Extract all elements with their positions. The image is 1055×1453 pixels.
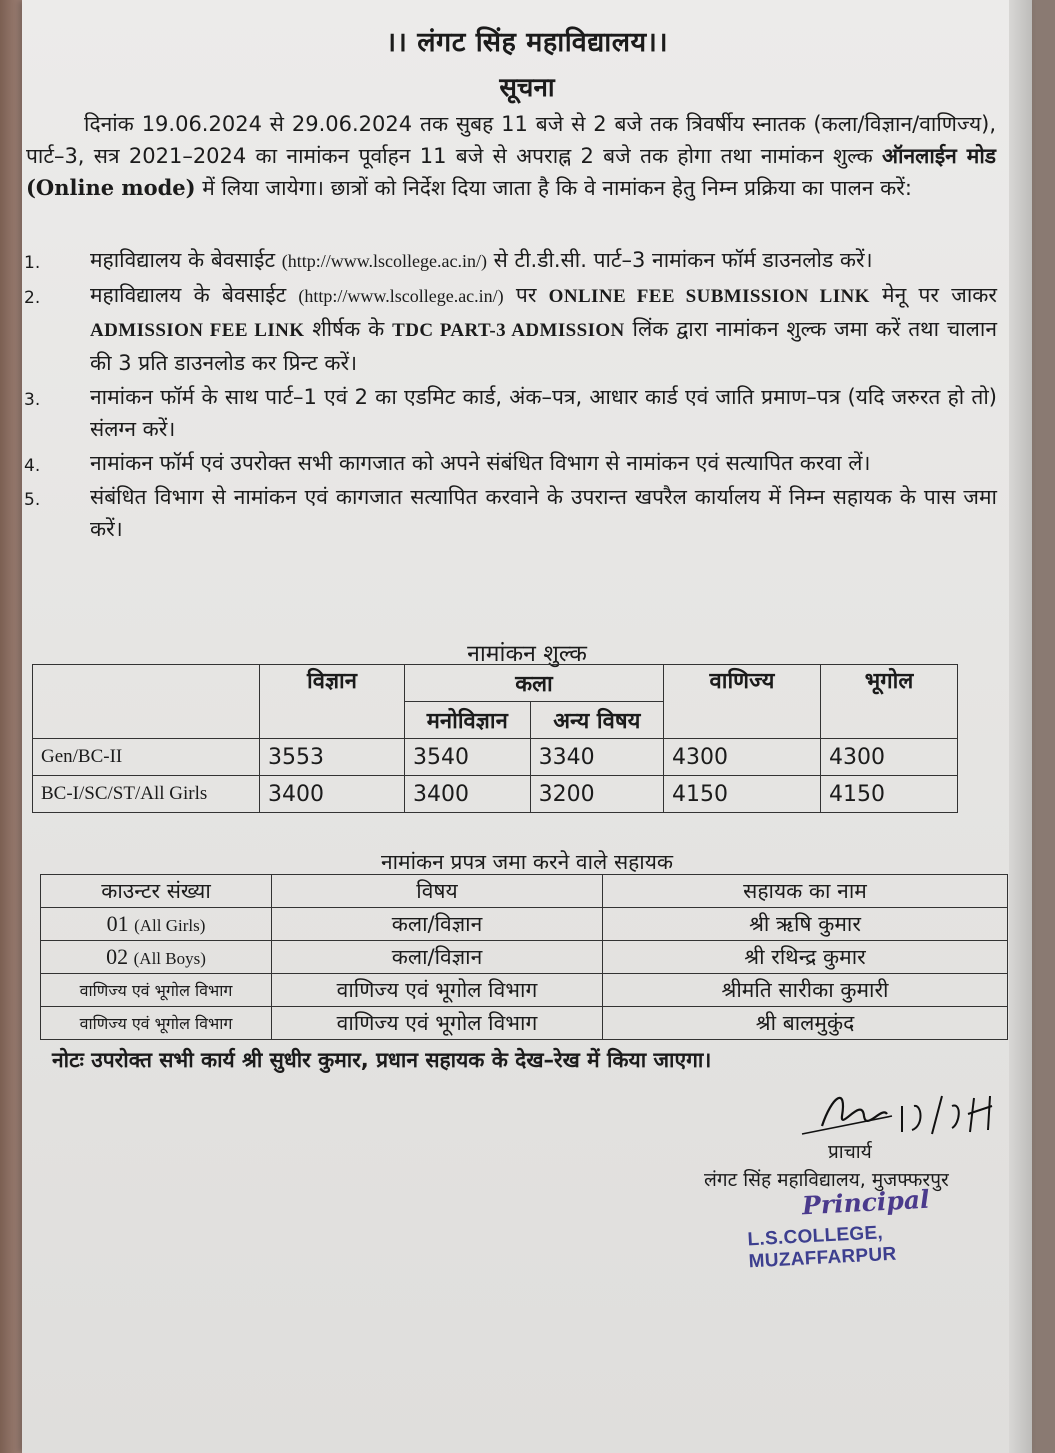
- fee-cell: 3400: [405, 776, 531, 813]
- step-text: पर: [503, 283, 549, 307]
- fee-cell: 3340: [530, 739, 663, 776]
- step-number: 5.: [24, 490, 41, 510]
- category-cell: BC-I/SC/ST/All Girls: [33, 776, 260, 813]
- step-text: संबंधित विभाग से नामांकन एवं कागजात सत्यापित करवाने के उपरान्त खपरैल कार्यालय में निम्न सहायक के पास जमा करें।: [90, 485, 997, 541]
- subject-header: विषय: [272, 875, 603, 908]
- step-number: 4.: [24, 456, 41, 476]
- step-text: नामांकन फॉर्म एवं उपरोक्त सभी कागजात को अपने संबंधित विभाग से नामांकन एवं सत्यापित करवा लें।: [90, 451, 871, 475]
- subject-cell: वाणिज्य एवं भूगोल विभाग: [272, 1007, 603, 1040]
- step-number: 3.: [24, 390, 41, 410]
- subject-cell: कला/विज्ञान: [272, 941, 603, 974]
- counter-note: (All Boys): [133, 949, 206, 968]
- table-row: [41, 875, 1008, 908]
- table-row: [33, 776, 958, 813]
- subject-cell: कला/विज्ञान: [272, 908, 603, 941]
- table-row: [41, 1007, 1008, 1040]
- fee-cell: 3540: [405, 739, 531, 776]
- assistant-name-cell: श्रीमति सारीका कुमारी: [603, 974, 1008, 1007]
- college-title: ।। लंगट सिंह महाविद्यालय।।: [385, 27, 669, 58]
- table-row: [41, 908, 1008, 941]
- assistant-name-cell: श्री ऋषि कुमार: [603, 908, 1008, 941]
- table-row: [33, 665, 958, 702]
- step-number: 1.: [24, 253, 41, 273]
- tdc-part3-link-text: TDC PART-3 ADMISSION: [392, 320, 625, 341]
- counter-cell: वाणिज्य एवं भूगोल विभाग: [41, 974, 272, 1007]
- list-item: [22, 481, 997, 545]
- fee-cell: 4300: [821, 739, 958, 776]
- counter-cell: वाणिज्य एवं भूगोल विभाग: [41, 1007, 272, 1040]
- science-header: विज्ञान: [260, 665, 405, 739]
- psychology-header: मनोविज्ञान: [405, 702, 531, 739]
- fee-table: [32, 664, 958, 813]
- list-item: [22, 447, 997, 479]
- assistant-table-caption: नामांकन प्रपत्र जमा करने वाले सहायक: [380, 850, 674, 874]
- arts-header: कला: [405, 665, 664, 702]
- fee-cell: 3553: [260, 739, 405, 776]
- intro-paragraph: [26, 108, 996, 204]
- fee-table-caption: नामांकन शुल्क: [467, 641, 587, 667]
- fee-cell: 3400: [260, 776, 405, 813]
- step-text: मेनू पर जाकर: [869, 283, 997, 307]
- commerce-header: वाणिज्य: [664, 665, 821, 739]
- step-text: महाविद्यालय के बेवसाईट: [90, 248, 282, 272]
- counter-cell: [41, 941, 272, 974]
- fee-cell: 4300: [664, 739, 821, 776]
- fee-cell: 4150: [821, 776, 958, 813]
- table-row: [41, 941, 1008, 974]
- fee-cell: 4150: [664, 776, 821, 813]
- step-text: शीर्षक के: [304, 317, 393, 341]
- table-row: [33, 739, 958, 776]
- counter-cell: [41, 908, 272, 941]
- footer-note: नोटः उपरोक्त सभी कार्य श्री सुधीर कुमार, प्रधान सहायक के देख–रेख में किया जाएगा।: [52, 1048, 712, 1072]
- step-text: लिंक द्वारा नामांकन शुल्क जमा करें तथा चालान की 3 प्रति डाउनलोड कर प्रिन्ट करें।: [90, 317, 998, 375]
- table-row: [41, 974, 1008, 1007]
- fee-cell: 3200: [530, 776, 663, 813]
- other-subjects-header: अन्य विषय: [530, 702, 663, 739]
- intro-text-2: में लिया जायेगा। छात्रों को निर्देश दिया जाता है कि वे नामांकन हेतु निम्न प्रक्रिया का पालन करें:: [195, 176, 912, 200]
- assistant-name-header: सहायक का नाम: [603, 875, 1008, 908]
- geography-header: भूगोल: [821, 665, 958, 739]
- notice-page: [22, 0, 1032, 1453]
- empty-header: [33, 665, 260, 739]
- institution-label: लंगट सिंह महाविद्यालय, मुजफ्फरपुर: [704, 1169, 949, 1191]
- counter-number: 01: [106, 911, 129, 936]
- notice-heading: सूचना: [499, 73, 555, 103]
- category-cell: Gen/BC-II: [33, 739, 260, 776]
- online-mode-text: ऑनलाईन मोड (Online mode): [26, 143, 996, 200]
- subject-cell: वाणिज्य एवं भूगोल विभाग: [272, 974, 603, 1007]
- list-item: [22, 381, 997, 445]
- intro-text-1: दिनांक 19.06.2024 से 29.06.2024 तक सुबह 11 बजे से 2 बजे तक त्रिवर्षीय स्नातक (कला/विज्ञान/वाणिज्य), पार्ट–3, सत्र 2021–2024 का नामांकन पूर्वाहन 11 बजे से अपराह्न 2 बजे तक होगा तथा नामांकन शुल्क: [26, 112, 996, 168]
- step-number: 2.: [24, 288, 41, 308]
- fee-link-menu-text: ONLINE FEE SUBMISSION LINK: [548, 286, 870, 307]
- counter-number: 02: [106, 944, 129, 969]
- assistant-table: [40, 874, 1008, 1040]
- step-text: से टी.डी.सी. पार्ट–3 नामांकन फॉर्म डाउनलोड करें।: [486, 248, 873, 272]
- admission-fee-link-text: ADMISSION FEE LINK: [90, 320, 305, 341]
- step-text: महाविद्यालय के बेवसाईट: [90, 283, 299, 307]
- list-item: [22, 244, 997, 277]
- designation-label: प्राचार्य: [828, 1141, 872, 1163]
- principal-stamp-line: Principal: [801, 1184, 931, 1221]
- list-item: [22, 279, 997, 379]
- college-stamp-line: L.S.COLLEGE, MUZAFFARPUR: [747, 1222, 897, 1273]
- handwritten-signature: [792, 1076, 1012, 1140]
- website-url: (http://www.lscollege.ac.in/): [281, 251, 487, 271]
- left-background-edge: [0, 0, 22, 1453]
- website-url: (http://www.lscollege.ac.in/): [298, 286, 504, 306]
- counter-header: काउन्टर संख्या: [41, 875, 272, 908]
- instruction-list: [22, 244, 997, 547]
- assistant-name-cell: श्री बालमुकुंद: [603, 1007, 1008, 1040]
- assistant-name-cell: श्री रथिन्द्र कुमार: [603, 941, 1008, 974]
- counter-note: (All Girls): [134, 916, 206, 935]
- step-text: नामांकन फॉर्म के साथ पार्ट–1 एवं 2 का एडमिट कार्ड, अंक–पत्र, आधार कार्ड एवं जाति प्रमाण–पत्र (यदि जरुरत हो तो) संलग्न करें।: [90, 385, 997, 441]
